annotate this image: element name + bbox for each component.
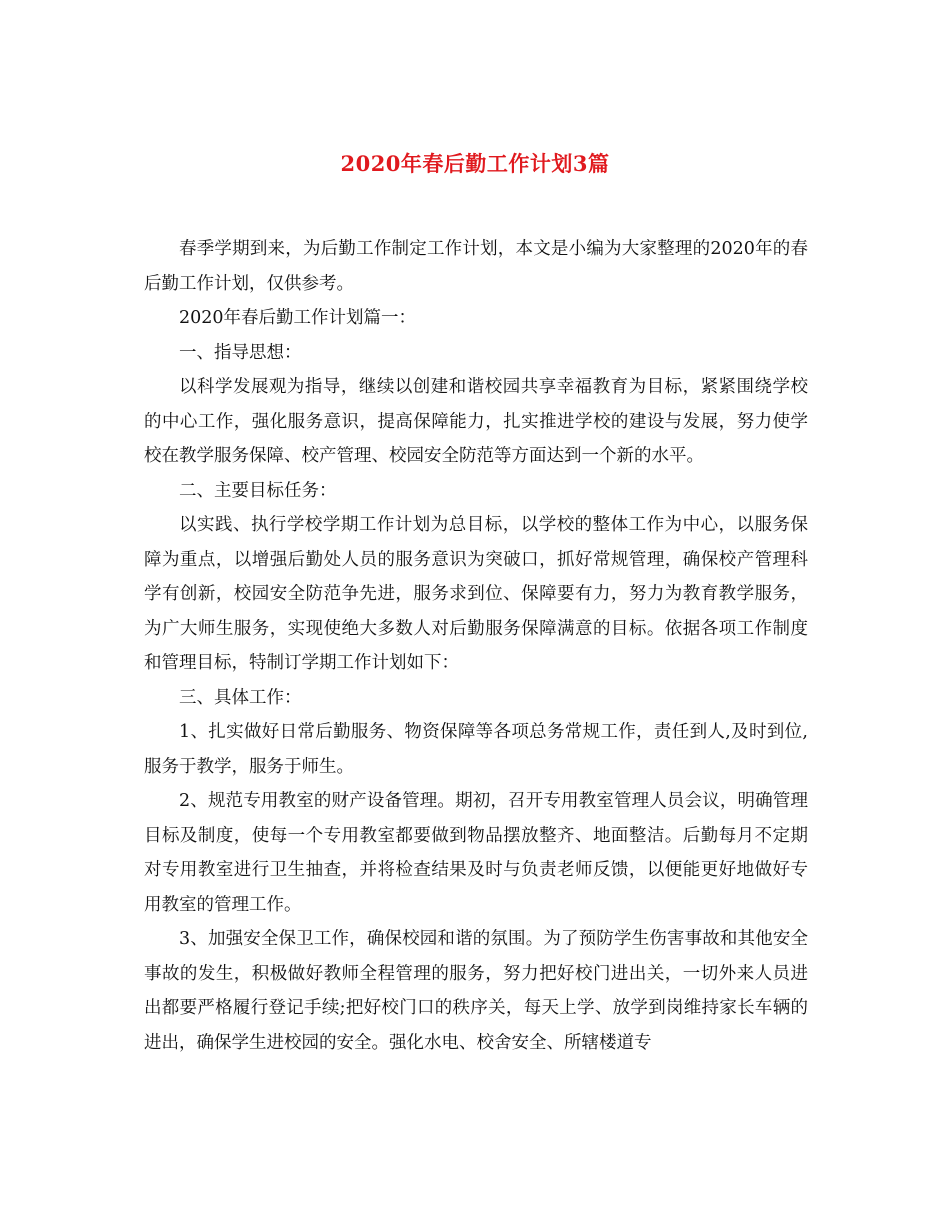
paragraph-heading-guiding-ideology: 一、指导思想：: [179, 342, 302, 363]
paragraph-heading-main-goals: 二、主要目标任务：: [179, 480, 337, 501]
paragraph-section-heading: 2020年春后勤工作计划篇一：: [179, 308, 417, 328]
document-title: 2020年春后勤工作计划3篇: [340, 151, 610, 176]
paragraph-item-2: 2、规范专用教室的财产设备管理。期初，召开专用教室管理人员会议，明确管理目标及制度，使每一个专用教室都要做到物品摆放整齐、地面整洁。后勤每月不定期对专用教室进行卫生抽查，并将检查结果及时与负责老师反馈，以便能更好地做好专用教室的管理工作。: [144, 791, 808, 915]
paragraph-item-3: 3、加强安全保卫工作，确保校园和谐的氛围。为了预防学生伤害事故和其他安全事故的发生，积极做好教师全程管理的服务，努力把好校门进出关，一切外来人员进出都要严格履行登记手续;把好校门口的秩序关，每天上学、放学到岗维持家长车辆的进出，确保学生进校园的安全。强化水电、校舍安全、所辖楼道专: [144, 929, 808, 1053]
paragraph-intro: 春季学期到来，为后勤工作制定工作计划，本文是小编为大家整理的2020年的春后勤工作计划，仅供参考。: [144, 239, 808, 294]
paragraph-main-goals: 以实践、执行学校学期工作计划为总目标，以学校的整体工作为中心，以服务保障为重点，以增强后勤处人员的服务意识为突破口，抓好常规管理，确保校产管理科学有创新，校园安全防范争先进，服务求到位、保障要有力，努力为教育教学服务，为广大师生服务，实现使绝大多数人对后勤服务保障满意的目标。依据各项工作制度和管理目标，特制订学期工作计划如下：: [144, 515, 808, 673]
paragraph-heading-specific-work: 三、具体工作：: [179, 687, 302, 708]
paragraph-guiding-ideology: 以科学发展观为指导，继续以创建和谐校园共享幸福教育为目标，紧紧围绕学校的中心工作，强化服务意识，提高保障能力，扎实推进学校的建设与发展，努力使学校在教学服务保障、校产管理、校园安全防范等方面达到一个新的水平。: [144, 377, 808, 466]
document-body: [144, 232, 808, 1060]
paragraph-item-1: 1、扎实做好日常后勤服务、物资保障等各项总务常规工作，责任到人,及时到位,服务于教学，服务于师生。: [144, 722, 808, 777]
